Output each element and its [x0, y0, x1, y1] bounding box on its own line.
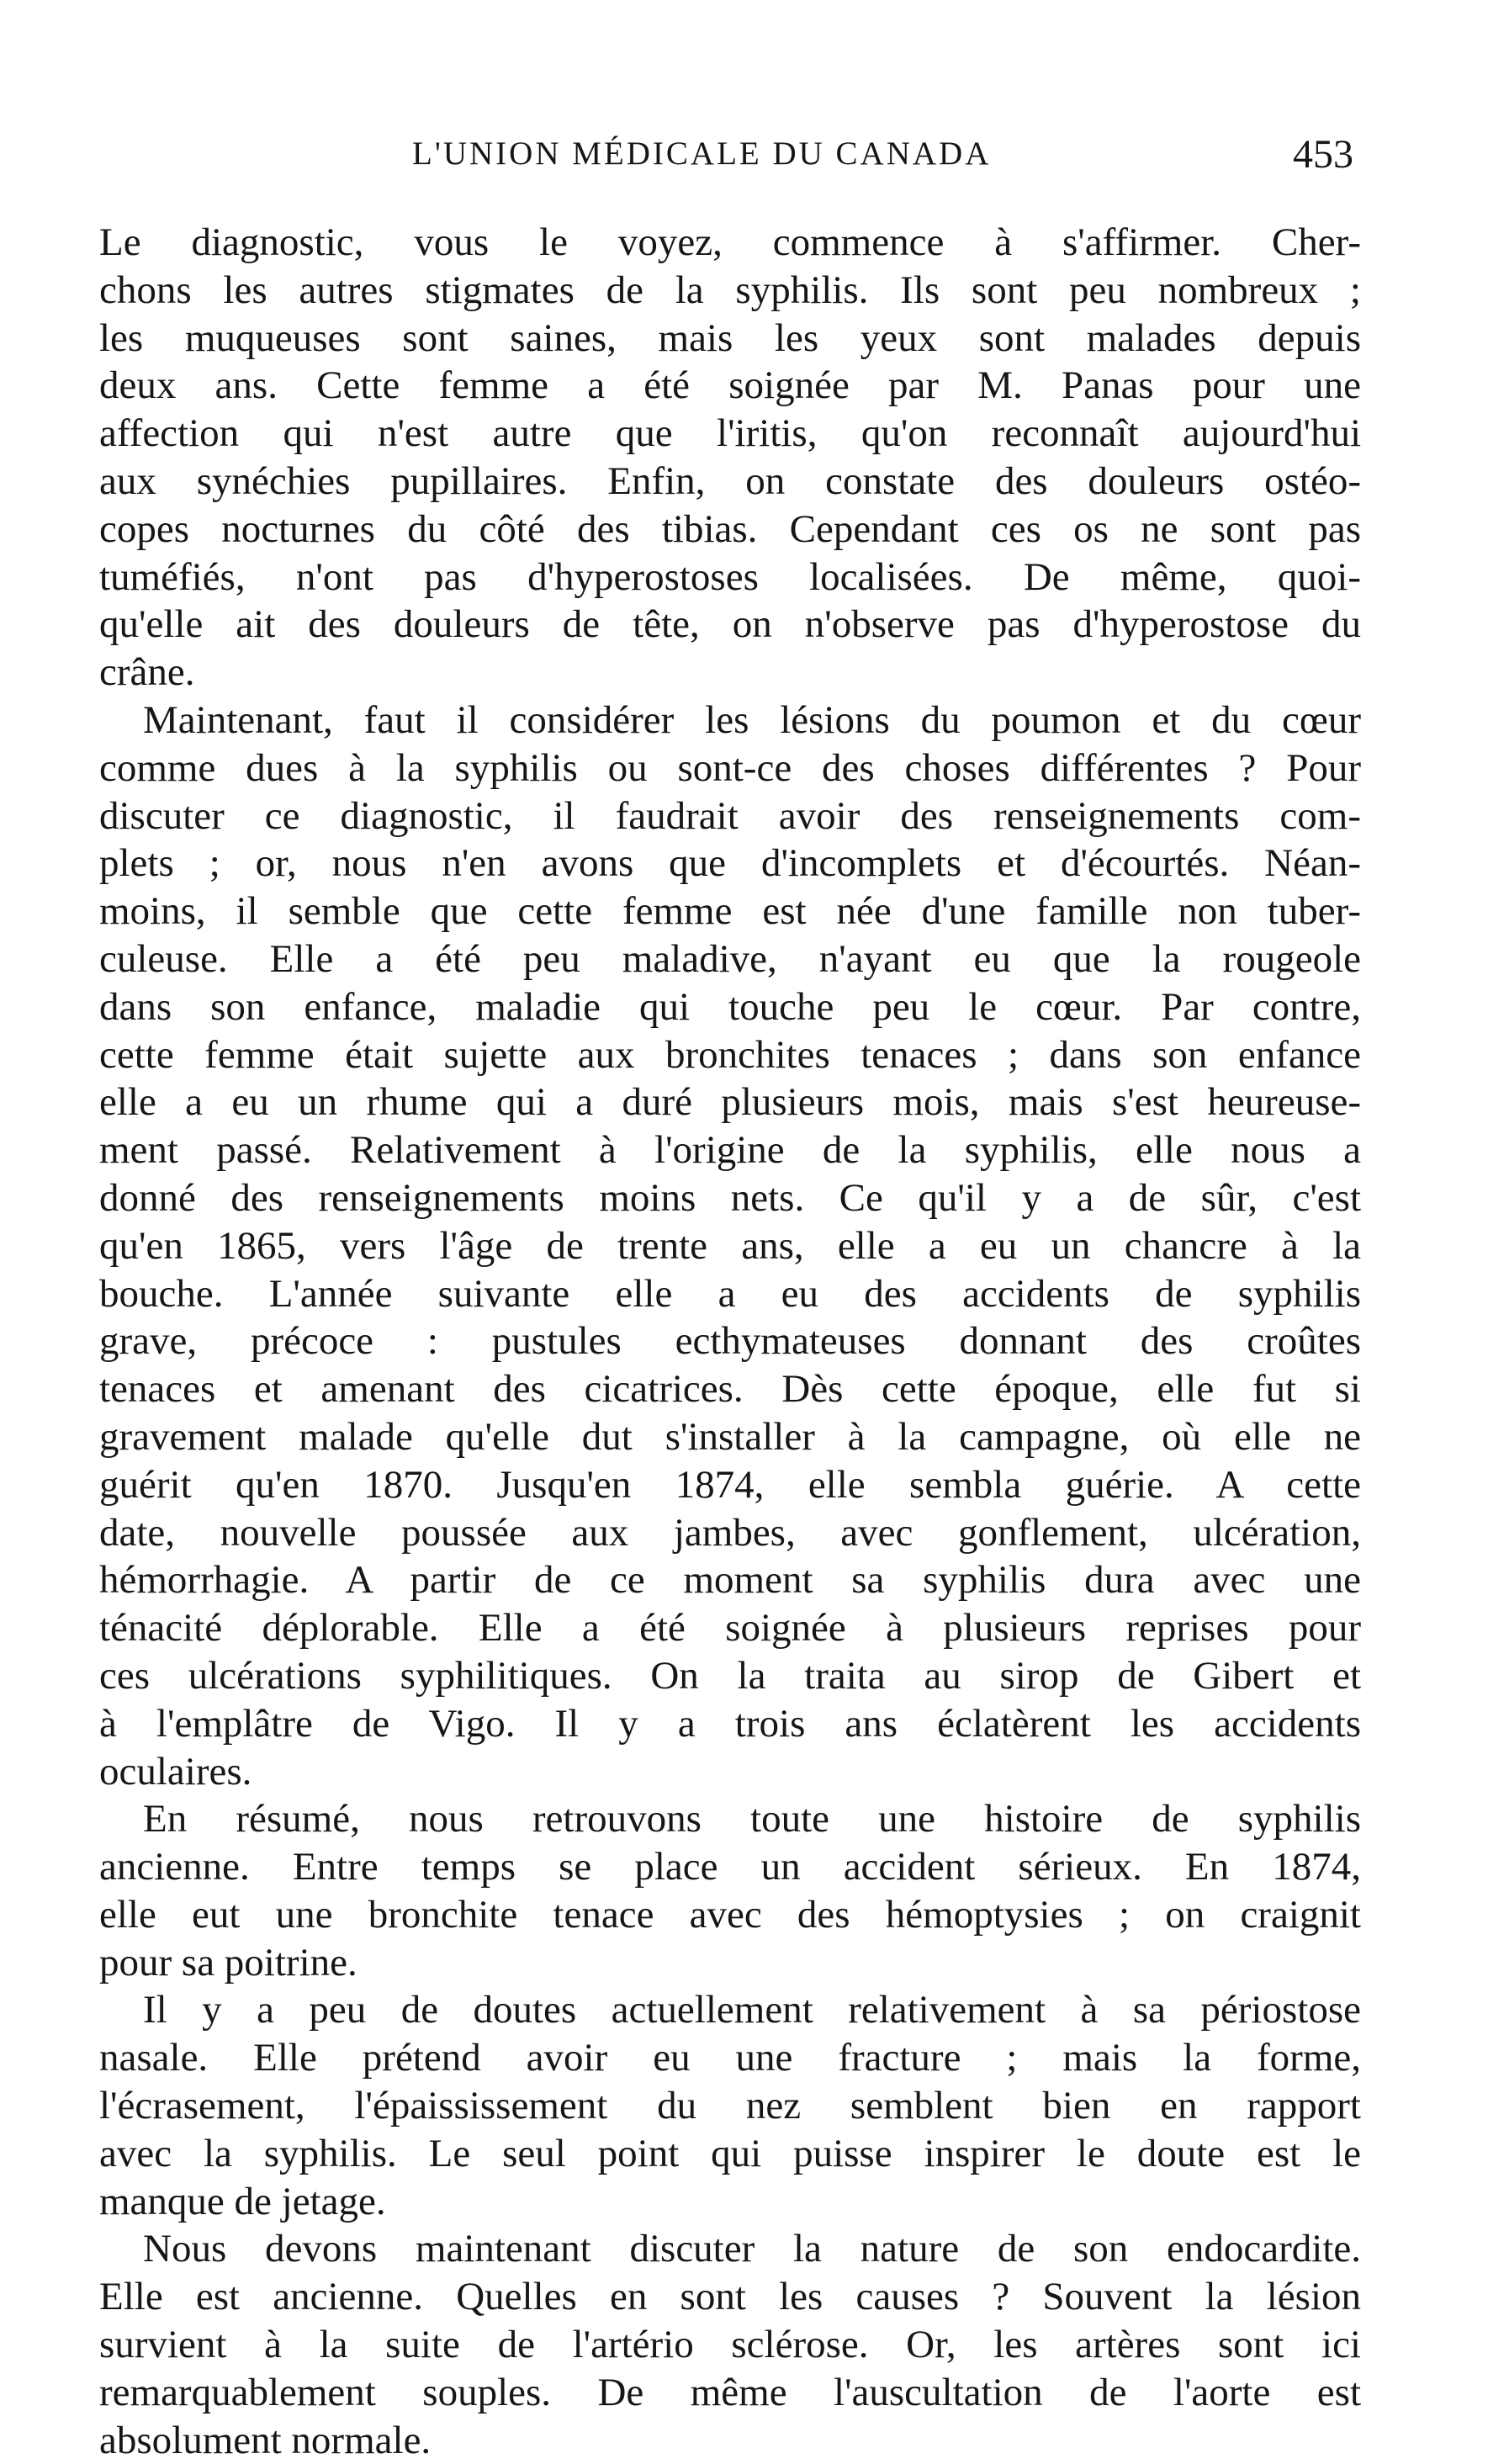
text-line: aux synéchies pupillaires. Enfin, on constate des douleurs ostéo-: [99, 458, 1361, 503]
text-line: elle eut une bronchite tenace avec des hémoptysies ; on craignit: [99, 1892, 1361, 1937]
text-line: donné des renseignements moins nets. Ce qu'il y a de sûr, c'est: [99, 1175, 1361, 1220]
text-line: discuter ce diagnostic, il faudrait avoir des renseignements com-: [99, 793, 1361, 838]
text-line: date, nouvelle poussée aux jambes, avec gonflement, ulcération,: [99, 1510, 1361, 1555]
text-line: bouche. L'année suivante elle a eu des accidents de syphilis: [99, 1271, 1361, 1316]
text-line: elle a eu un rhume qui a duré plusieurs mois, mais s'est heureuse-: [99, 1080, 1361, 1125]
text-line: hémorrhagie. A partir de ce moment sa syphilis dura avec une: [99, 1558, 1361, 1603]
text-line: oculaires.: [99, 1749, 252, 1794]
text-line: deux ans. Cette femme a été soignée par M. Panas pour une: [99, 363, 1361, 408]
text-line: ment passé. Relativement à l'origine de la syphilis, elle nous a: [99, 1128, 1361, 1173]
text-line: pour sa poitrine.: [99, 1940, 357, 1984]
text-line: ténacité déplorable. Elle a été soignée à plusieurs reprises pour: [99, 1606, 1361, 1651]
text-line: cette femme était sujette aux bronchites tenaces ; dans son enfance: [99, 1032, 1361, 1077]
text-line: qu'elle ait des douleurs de tête, on n'observe pas d'hyperostose du: [99, 602, 1361, 647]
text-line: à l'emplâtre de Vigo. Il y a trois ans éclatèrent les accidents: [99, 1701, 1361, 1746]
paragraph-start-line: Nous devons maintenant discuter la nature de son endocardite.: [143, 2227, 1361, 2271]
text-line: crâne.: [99, 650, 195, 695]
text-line: copes nocturnes du côté des tibias. Cependant ces os ne sont pas: [99, 506, 1361, 551]
text-line: les muqueuses sont saines, mais les yeux sont malades depuis: [99, 315, 1361, 360]
text-line: l'écrasement, l'épaississement du nez semblent bien en rapport: [99, 2084, 1361, 2128]
text-line: ancienne. Entre temps se place un accident sérieux. En 1874,: [99, 1845, 1361, 1889]
text-line: ces ulcérations syphilitiques. On la traita au sirop de Gibert et: [99, 1653, 1361, 1698]
text-line: Elle est ancienne. Quelles en sont les causes ? Souvent la lésion: [99, 2275, 1361, 2319]
text-line: survient à la suite de l'artério sclérose. Or, les artères sont ici: [99, 2323, 1361, 2367]
text-line: qu'en 1865, vers l'âge de trente ans, elle a eu un chancre à la: [99, 1223, 1361, 1268]
paragraph-start-line: Maintenant, faut il considérer les lésions du poumon et du cœur: [143, 697, 1361, 742]
text-line: guérit qu'en 1870. Jusqu'en 1874, elle sembla guérie. A cette: [99, 1462, 1361, 1507]
running-header: L'UNION MÉDICALE DU CANADA: [412, 135, 992, 172]
paragraph-start-line: Il y a peu de doutes actuellement relativement à sa périostose: [143, 1988, 1361, 2032]
text-line: grave, précoce : pustules ecthymateuses donnant des croûtes: [99, 1319, 1361, 1364]
text-line: nasale. Elle prétend avoir eu une fracture ; mais la forme,: [99, 2036, 1361, 2080]
text-line: Le diagnostic, vous le voyez, commence à s'affirmer. Cher-: [99, 220, 1361, 264]
text-line: manque de jetage.: [99, 2179, 386, 2223]
text-line: moins, il semble que cette femme est née d'une famille non tuber-: [99, 889, 1361, 934]
text-line: avec la syphilis. Le seul point qui puisse inspirer le doute est le: [99, 2131, 1361, 2175]
text-line: comme dues à la syphilis ou sont-ce des choses différentes ? Pour: [99, 745, 1361, 790]
text-line: affection qui n'est autre que l'iritis, qu'on reconnaît aujourd'hui: [99, 411, 1361, 456]
text-line: tenaces et amenant des cicatrices. Dès cette époque, elle fut si: [99, 1367, 1361, 1412]
text-line: plets ; or, nous n'en avons que d'incomplets et d'écourtés. Néan-: [99, 841, 1361, 886]
text-line: culeuse. Elle a été peu maladive, n'ayant eu que la rougeole: [99, 936, 1361, 981]
text-line: absolument normale.: [99, 2418, 432, 2462]
paragraph-start-line: En résumé, nous retrouvons toute une histoire de syphilis: [143, 1797, 1361, 1841]
text-line: remarquablement souples. De même l'auscultation de l'aorte est: [99, 2370, 1361, 2414]
text-line: chons les autres stigmates de la syphilis. Ils sont peu nombreux ;: [99, 268, 1361, 312]
text-line: dans son enfance, maladie qui touche peu le cœur. Par contre,: [99, 984, 1361, 1029]
page-number: 453: [1293, 132, 1353, 177]
text-line: gravement malade qu'elle dut s'installer à la campagne, où elle ne: [99, 1414, 1361, 1459]
text-line: tuméfiés, n'ont pas d'hyperostoses localisées. De même, quoi-: [99, 554, 1361, 599]
body-text: [99, 219, 1361, 2464]
